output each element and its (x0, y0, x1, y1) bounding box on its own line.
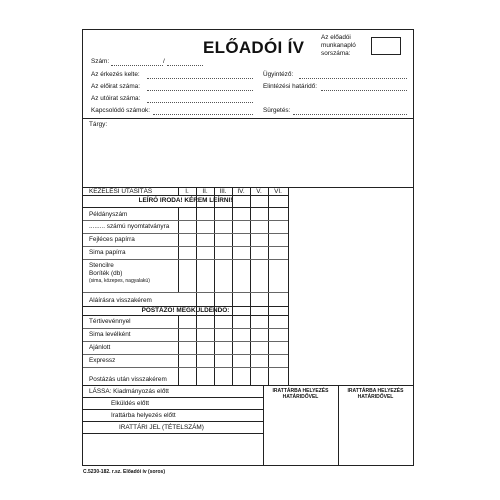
archive-box-1-line1: IRATTÁRBA HELYEZÉS (272, 388, 329, 394)
erkezes-label: Az érkezés kelte: (91, 71, 140, 78)
posta-row-rule-4 (83, 367, 288, 368)
grid-col-line-1 (196, 187, 197, 385)
utoirat-field[interactable] (147, 102, 253, 103)
journal-label-line3: sorszáma: (321, 50, 351, 57)
leiro-row-peldanyszam: Példányszám (89, 211, 128, 218)
leiro-row-boritek-sizes: (sima, közepes, nagyalakú) (89, 278, 150, 284)
handling-col-3: III. (219, 188, 227, 195)
handling-col-4: IV. (237, 188, 245, 195)
surgetes-field[interactable] (293, 114, 407, 115)
leiro-row-fejleces: Fejléces papírra (89, 236, 135, 243)
lassa-rule-1 (83, 397, 263, 398)
irattari-jel-field[interactable] (83, 434, 263, 465)
surgetes-label: Sürgetés: (263, 107, 291, 114)
szam-field-1[interactable] (111, 65, 163, 66)
leiro-alairasra: Aláírásra visszakérem (89, 297, 152, 304)
hatarido-field[interactable] (321, 90, 407, 91)
footer-code: C.5230-182. r.sz. Előadói ív (soros) (83, 469, 165, 475)
journal-number-box[interactable] (371, 37, 401, 55)
eloirat-field[interactable] (147, 90, 253, 91)
journal-label-line1: Az előadói (321, 34, 351, 41)
ugyintezo-field[interactable] (299, 78, 407, 79)
posta-visszakerem: Postázás után visszakérem (89, 376, 167, 383)
leiro-row-rule-1 (83, 220, 288, 221)
leiro-row-stencil: Stencilre (89, 262, 114, 269)
handling-col-2: II. (202, 188, 208, 195)
archive-box-2-field[interactable] (339, 401, 413, 464)
utoirat-label: Az utóirat száma: (91, 95, 141, 102)
form-title: ELŐADÓI ÍV (203, 38, 305, 57)
lassa-row-elkuldes: Elküldés előtt (111, 400, 150, 407)
journal-label-line2: munkanapló (321, 42, 356, 49)
szam-field-2[interactable] (167, 65, 203, 66)
grid-col-line-2 (214, 187, 215, 385)
szam-separator: / (163, 58, 165, 65)
archive-box-2-line2: HATÁRIDŐVEL (357, 394, 394, 400)
posta-row-tertiveveny: Tértivevénnyel (89, 318, 131, 325)
kapcsolodo-label: Kapcsolódó számok: (91, 107, 150, 114)
irattari-jel: IRATTÁRI JEL (TÉTELSZÁM) (119, 424, 204, 431)
leiro-row-rule-2 (83, 233, 288, 234)
lassa-rule-3 (83, 421, 263, 422)
grid-label-divider-b (178, 315, 179, 385)
posta-row-rule-2 (83, 341, 288, 342)
leiro-row-sima: Sima papírra (89, 249, 126, 256)
posta-header: POSTÁZÓ! MEGKÜLDENDŐ: (141, 307, 230, 314)
archive-box-2-line1: IRATTÁRBA HELYEZÉS (347, 388, 404, 394)
leiro-header: LEÍRÓ IRODA! KÉREM LEÍRNI! (138, 197, 233, 204)
erkezes-field[interactable] (147, 78, 253, 79)
archive-box-1-line2: HATÁRIDŐVEL (282, 394, 319, 400)
szam-label: Szám: (91, 58, 110, 65)
posta-header-rule (83, 315, 288, 316)
leiro-header-rule (83, 207, 288, 208)
grid-col-line-6 (288, 187, 289, 385)
ugyintezo-label: Ügyintéző: (263, 71, 294, 78)
lassa-rule-2 (83, 409, 263, 410)
eloirat-label: Az előirat száma: (91, 83, 141, 90)
handling-col-5: V. (256, 188, 262, 195)
posta-row-ajanlott: Ajánlott (89, 344, 111, 351)
leiro-row-rule-5 (83, 292, 288, 293)
grid-col-line-4 (250, 187, 251, 385)
handling-col-1: I. (185, 188, 189, 195)
posta-row-expressz: Expressz (89, 357, 116, 364)
archive-box-1-field[interactable] (264, 401, 337, 464)
leiro-row-boritek: Boríték (db) (89, 270, 123, 277)
posta-row-sima: Sima levélként (89, 331, 131, 338)
subject-label: Tárgy: (89, 121, 108, 128)
grid-col-line-5 (268, 187, 269, 385)
lassa-header: LÁSSA: Kiadmányozás előtt (89, 388, 169, 395)
grid-col-line-3 (232, 187, 233, 385)
form-sheet (82, 29, 414, 466)
posta-row-rule-1 (83, 328, 288, 329)
subject-area[interactable] (83, 119, 413, 187)
posta-row-rule-3 (83, 354, 288, 355)
handling-col-6: VI. (274, 188, 282, 195)
hatarido-label: Elintézési határidő: (263, 83, 317, 90)
leiro-row-nyomtatvany: ......... számú nyomtatványra (89, 223, 170, 230)
handling-header: KEZELÉSI UTASÍTÁS (89, 188, 153, 195)
lassa-row-irattar: Irattárba helyezés előtt (111, 412, 176, 419)
leiro-row-rule-4 (83, 259, 288, 260)
kapcsolodo-field[interactable] (153, 114, 253, 115)
leiro-row-rule-3 (83, 246, 288, 247)
posta-bottom-rule (83, 385, 413, 386)
